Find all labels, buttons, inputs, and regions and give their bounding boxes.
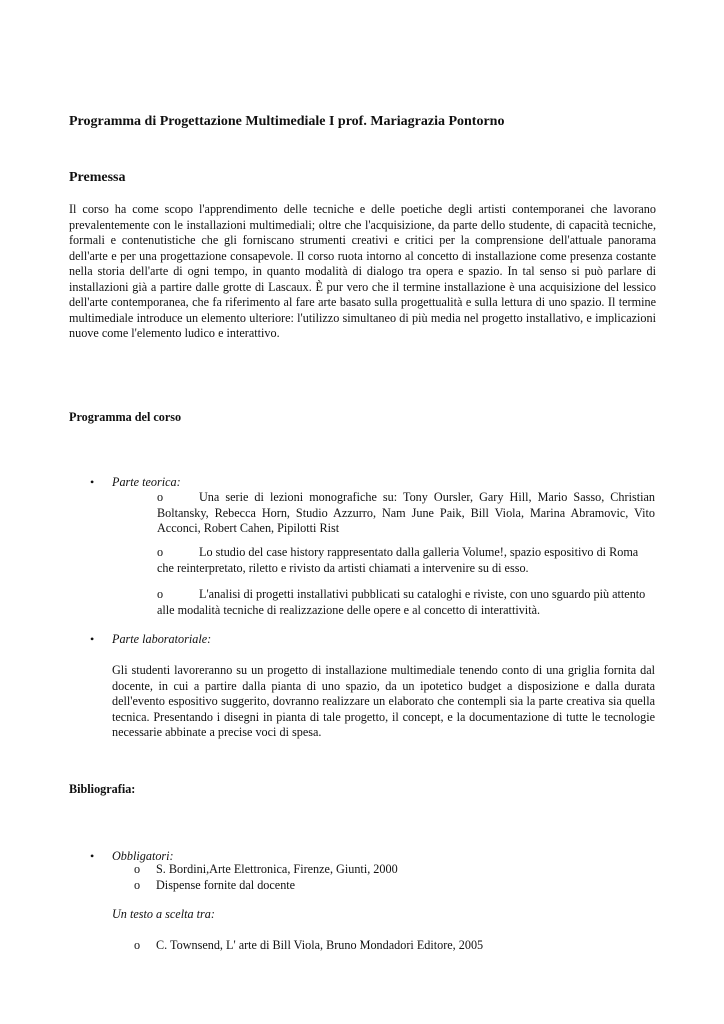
laboratoriale-paragraph bbox=[112, 663, 655, 741]
premessa-paragraph bbox=[69, 202, 656, 342]
sub-bullet-icon: o bbox=[157, 545, 164, 559]
obbligatori-label: Obbligatori: bbox=[112, 849, 174, 863]
laboratoriale-line: dell'evento espositivo suggerito, dovranno realizzare un elaborato che contempli sia la parte creativa sia quella bbox=[112, 694, 655, 708]
teorica-item-line bbox=[157, 490, 655, 506]
bullet-icon: • bbox=[90, 632, 95, 646]
sub-bullet-icon: o bbox=[157, 587, 164, 601]
premessa-line: Il corso ha come scopo l'apprendimento delle tecniche e delle poetiche degli artisti contemporanei che lavorano bbox=[69, 202, 656, 216]
list-item bbox=[134, 862, 534, 878]
teorica-item-text: Una serie di lezioni monografiche su: Tony Oursler, Gary Hill, Mario Sasso, Christian bbox=[199, 490, 655, 504]
sub-bullet-icon: o bbox=[134, 938, 141, 952]
list-item-text: Dispense fornite dal docente bbox=[156, 877, 296, 892]
teorica-item-line: Acconci, Robert Cahen, Pipilotti Rist bbox=[157, 521, 340, 535]
list-item-text: C. Townsend, L' arte di Bill Viola, Bruno Mondadori Editore, 2005 bbox=[156, 938, 484, 952]
sub-bullet-icon: o bbox=[134, 877, 141, 892]
laboratoriale-line: Gli studenti lavoreranno su un progetto di installazione multimediale tenendo conto di una griglia fornita dal bbox=[112, 663, 655, 677]
parte-laboratoriale-label: Parte laboratoriale: bbox=[112, 632, 212, 646]
teorica-item bbox=[157, 490, 655, 537]
sub-bullet-icon: o bbox=[134, 862, 141, 876]
scelta-list bbox=[134, 938, 584, 954]
teorica-item-line: alle modalità tecniche di realizzazione delle opere e al concetto di interattività. bbox=[157, 602, 541, 617]
programma-heading: Programma del corso bbox=[69, 410, 182, 424]
teorica-item-line bbox=[157, 587, 655, 603]
premessa-line: formali e contenutistiche che gli forniscano strumenti creativi e critici per la comprensione dell'attuale panorama bbox=[69, 233, 656, 247]
laboratoriale-line: tecnica. Presentando i disegni in pianta di tale progetto, il concept, e la documentazione di tutte le tecnologie bbox=[112, 709, 655, 724]
page-title: Programma di Progettazione Multimediale I prof. Mariagrazia Pontorno bbox=[69, 114, 505, 129]
teorica-item-text: L'analisi di progetti installativi pubblicati su cataloghi e riviste, con uno sguardo più attento bbox=[199, 587, 646, 601]
premessa-line: nella storia dell'arte di ogni tempo, in quanto modalità di dialogo tra opera e spazio. In tal senso si può parlare di bbox=[69, 264, 656, 278]
bullet-icon: • bbox=[90, 849, 95, 863]
premessa-line: multimediale introduce un elemento ulteriore: l'utilizzo simultaneo di più media nel progetto installativo, e implicazioni bbox=[69, 310, 656, 325]
premessa-line: dell'arte contemporanea, che fa riferimento al fare arte basato sulla progettualità e sulla lettura di uno spazio. Il termine bbox=[69, 295, 656, 309]
teorica-item-line bbox=[157, 545, 655, 561]
list-item-text: S. Bordini,Arte Elettronica, Firenze, Giunti, 2000 bbox=[156, 862, 398, 876]
teorica-item-line: che reinterpretato, riletto e rivisto da artisti chiamati a intervenire su di esso. bbox=[157, 560, 529, 575]
parte-teorica-label: Parte teorica: bbox=[112, 475, 181, 489]
laboratoriale-line: docente, in cui a partire dalla pianta di uno spazio, da un ipotetico budget a disposizione e dalla durata bbox=[112, 678, 655, 693]
teorica-item-line: Boltansky, Rebecca Horn, Studio Azzurro, Nam June Paik, Bill Viola, Marina Abramovic, Vito bbox=[157, 505, 655, 520]
teorica-item bbox=[157, 587, 655, 618]
scelta-label: Un testo a scelta tra: bbox=[112, 907, 215, 921]
premessa-line: installazioni già a partire dalle grotte di Lascaux. È pur vero che il termine installazione è una acquisizione del lessico bbox=[69, 279, 656, 294]
laboratoriale-line: necessarie abbinate a precise voci di spesa. bbox=[112, 725, 322, 739]
bibliografia-heading: Bibliografia: bbox=[69, 782, 136, 796]
sub-bullet-icon: o bbox=[157, 490, 164, 504]
teorica-item bbox=[157, 545, 655, 576]
premessa-line: prevalentemente con le installazioni multimediali; oltre che l'acquisizione, da parte dello studente, di capacità tecniche, bbox=[69, 217, 656, 232]
premessa-line: dell'arte e per una progettazione consapevole. Il corso ruota intorno al concetto di installazione come presenza costante bbox=[69, 248, 656, 263]
teorica-item-text: Lo studio del case history rappresentato dalla galleria Volume!, spazio espositivo di Roma bbox=[199, 545, 639, 559]
bullet-icon: • bbox=[90, 475, 95, 489]
premessa-heading: Premessa bbox=[69, 170, 126, 185]
premessa-line: nuove come l'elemento ludico e interattivo. bbox=[69, 326, 280, 340]
list-item bbox=[134, 938, 584, 954]
obbligatori-list bbox=[134, 862, 534, 893]
list-item bbox=[134, 878, 534, 894]
